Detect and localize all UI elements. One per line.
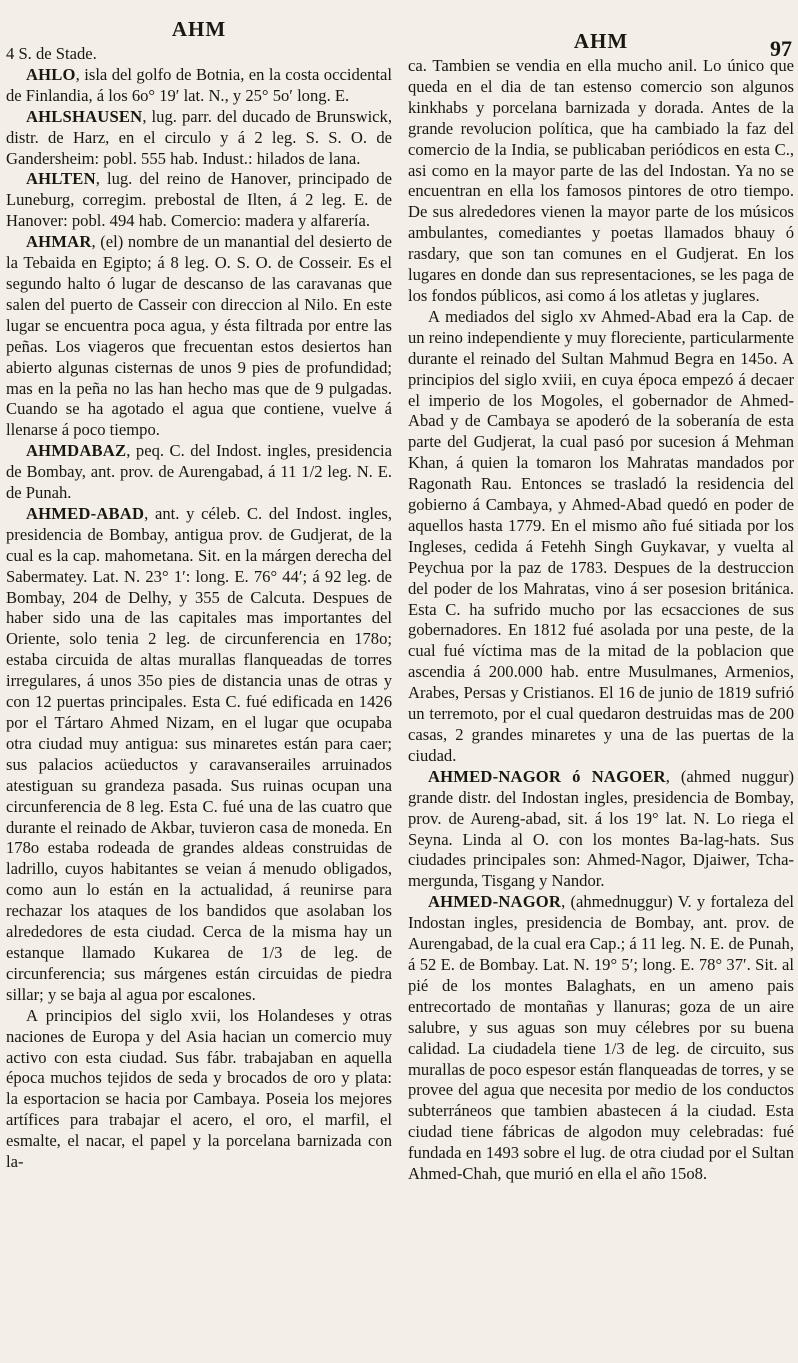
- entry-text: , ant. y céleb. C. del Indost. ingles, presidencia de Bombay, antigua prov. de Gudjerat, de la cual es la cap. mahometana. Sit. en la márgen derecha del Sabermatey. Lat. N. 23° 1′: long. E. 76° 44′; á 92 leg. de Bombay, 204 de Delhy, y 355 de Calcuta. Despues de haber sido una de las capitales mas importantes del Oriente, solo tenia 2 leg. de circunferencia en 178o; estaba circuida de altas murallas flanqueadas de torres irregulares, á unos 35o pies de distancia unas de otras y con 12 puertas principales. Esta C. fué edificada en 1426 por el Tártaro Ahmed Nizam, en el lugar que ocupaba otra ciudad muy antigua: sus minaretes están para caer; sus palacios acüeductos y caravanserailes arruinados atestiguan su grandeza pasada. Sus ruinas ocupan una circunferencia de 8 leg. Esta C. fué una de las cuatro que durante el reinado de Akbar, tuvieron casa de moneda. En 178o estaba rodeada de grandes aldeas construidas de ladrillo, cuyos habitantes se veian á menudo obligados, como aun lo están en la actualidad, á reunirse para rechazar los ataques de los bandidos que asolaban los alrededores de esta ciudad. Cerca de la misma hay un estanque llamado Kukarea de 1/3 de leg. de circunferencia; sus márgenes están circuidas de piedra sillar; y se baja al agua por escalones.: [6, 503, 392, 1004]
- entry-text: , lug. del reino de Hanover, principado de Luneburg, corregim. prebostal de Ilten, á 2 leg. E. de Hanover: pobl. 494 hab. Comercio: madera y alfarería.: [6, 169, 392, 231]
- entry-headword: AHMED-ABAD: [26, 503, 145, 523]
- entry-text: A principios del siglo xvii, los Holandeses y otras naciones de Europa y del Asia hacian un comercio muy activo con esta ciudad. Sus fábr. trabajaban en aquella época muchos tejidos de seda y brocados de oro y plata: la esportacion se hacia por Cambaya. Poseia los mejores artífices para trabajar el acero, el oro, el marfil, el esmalte, el nacar, el papel y la porcelana barnizada con la-: [6, 1005, 392, 1172]
- left-column-text: [6, 44, 392, 1173]
- entry-headword: AHLTEN: [26, 169, 96, 189]
- entry-headword: AHMED-NAGOR ó NAGOER: [428, 766, 666, 786]
- entry-text: ca. Tambien se vendia en ella mucho anil. Lo único que queda en el dia de tan estenso comercio son algunos kinkhabs y porcelana barnizada y dorada. Antes de la grande revolucion política, que ha cambiado la faz del comercio de la India, se publicaban periódicos en esta C., asi como en la mayor parte de las del Indostan. Ya no se encuentran en ella los famosos pintores de otro tiempo. De sus alrededores vienen la mayor parte de los músicos ambulantes, comediantes y poetas llamados bhauy ó rasdary, que son tan comunes en el Gudjerat. En los lugares en donde dan sus representaciones, se les paga de los fondos públicos, asi como á los atletas y juglares.: [408, 56, 794, 305]
- right-running-header: AHM: [573, 29, 629, 53]
- left-column: [6, 0, 392, 1173]
- entry-headword: AHLSHAUSEN: [26, 106, 143, 126]
- entry-text: , (ahmednuggur) V. y fortaleza del Indostan ingles, presidencia de Bombay, ant. prov. de Aurengabad, de la cual era Cap.; á 11 leg. N. E. de Punah, á 52 E. de Bombay. Lat. N. 19° 5′; long. E. 78° 37′. Sit. al pié de los montes Balaghats, en un ameno pais entrecortado de montañas y llanuras; goza de un aire salubre, y sus aguas son muy célebres por su buena calidad. La ciudadela tiene 1/3 de leg. de circuito, sus murallas de poco espesor están flanqueadas de torres, y se provee del agua que necesita por medio de los conductos subterráneos que tambien abastecen á la ciudad. Esta ciudad tiene fábricas de algodon muy celebradas: fué fundada en 1493 sobre el lug. de otra ciudad por el Sultan Ahmed-Chah, que murió en ella el año 15o8.: [408, 892, 794, 1184]
- entry-paragraph: [6, 65, 392, 107]
- entry-paragraph: [408, 307, 794, 767]
- entry-paragraph: [6, 441, 392, 504]
- entry-text: , peq. C. del Indost. ingles, presidencia de Bombay, ant. prov. de Aurengabad, á 11 1/2 leg. N. E. de Punah.: [6, 441, 392, 503]
- entry-paragraph: [408, 56, 794, 307]
- entry-headword: AHMAR: [26, 232, 92, 252]
- entry-text: A mediados del siglo xv Ahmed-Abad era la Cap. de un reino independiente y muy floreciente, particularmente durante el reinado del Sultan Mahmud Begra en 145o. A principios del siglo xviii, en cuya época empezó á decaer el imperio de los Mogoles, el gobernador de Ahmed-Abad y de Cambaya se apoderó de la soberanía de esta parte del Gudjerat, la cual pasó por sucesion á Mehman Khan, á quien la tomaron los Mahratas mandados por Ragonath Rau. Entonces se trasladó la residencia del gobierno á Cambaya, y Ahmed-Abad quedó en poder de aquellos hasta 1779. En el mismo año fué sitiada por los Ingleses, cedida á Fetehh Singh Guykavar, y vuelta al Peychua por la paz de 1783. Despues de la destruccion del poder de los Mahratas, vino á ser posesion británica. Esta C. ha sufrido mucho por las ecsacciones de sus gobernadores. En 1812 fué asolada por una peste, de la cual fué víctima mas de la mitad de la poblacion que ascendia á 200.000 hab. entre Musulmanes, Armenios, Arabes, Persas y Cristianos. El 16 de junio de 1819 sufrió un terremoto, por el cual quedaron destruidas mas de 200 casas, 2 grandes minaretes y una de las puertas de la ciudad.: [408, 306, 794, 765]
- entry-text: 4 S. de Stade.: [6, 44, 97, 63]
- entry-paragraph: [6, 169, 392, 232]
- entry-paragraph: [6, 107, 392, 170]
- entry-paragraph: [408, 767, 794, 892]
- entry-headword: AHLO: [26, 64, 76, 84]
- entry-text: , (el) nombre de un manantial del desierto de la Tebaida en Egipto; á 8 leg. O. S. O. de Cosseir. Es el segundo halto ó lugar de descanso de las caravanas que salen del puerto de Casseir con direccion al Nilo. En este lugar se encuentra poca agua, y ésta filtrada por entre las peñas. Los viageros que frecuentan estos desiertos han abierto algunas cisternas de unos 9 pies de profundidad; mas en la peña no las han hecho mas que de 9 pulgadas. Cuando se ha agotado el agua que contiene, vuelve á llenarse á poco tiempo.: [6, 232, 392, 440]
- entry-headword: AHMED-NAGOR: [428, 892, 562, 912]
- entry-headword: AHMDABAZ: [26, 441, 127, 461]
- entry-paragraph: [6, 1006, 392, 1173]
- left-running-header: AHM: [171, 17, 227, 41]
- entry-text: , isla del golfo de Botnia, en la costa occidental de Finlandia, á los 6o° 19′ lat. N., y 25° 5o′ long. E.: [6, 64, 392, 105]
- entry-text: , (ahmed nuggur) grande distr. del Indostan ingles, presidencia de Bombay, prov. de Aureng-abad, sit. á los 19° lat. N. Lo riega el Seyna. Linda al O. con los montes Ba-lag-hats. Sus ciudades principales son: Ahmed-Nagor, Djaiwer, Tcha-mergunda, Tisgang y Nandor.: [408, 766, 794, 891]
- right-column: [408, 0, 794, 1185]
- entry-text: , lug. parr. del ducado de Brunswick, distr. de Harz, en el circulo y á 2 leg. S. S. O. de Gandersheim: pobl. 555 hab. Indust.: hilados de lana.: [6, 106, 392, 168]
- entry-paragraph: [6, 232, 392, 441]
- page-number: 97: [770, 36, 792, 61]
- entry-paragraph: [6, 504, 392, 1006]
- right-column-text: [408, 56, 794, 1185]
- entry-paragraph: [6, 44, 392, 65]
- entry-paragraph: [408, 892, 794, 1185]
